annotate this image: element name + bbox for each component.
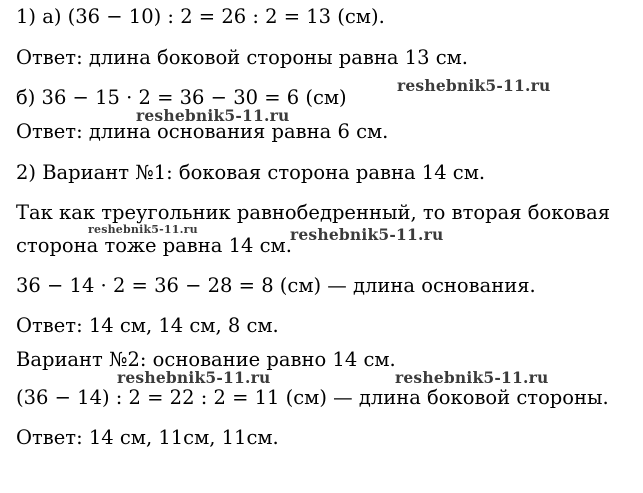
variant-2-calculation: (36 − 14) : 2 = 22 : 2 = 11 (см) — длина боковой стороны. — [16, 386, 609, 409]
variant-1-explanation-1: Так как треугольник равнобедренный, то вторая боковая — [16, 201, 611, 224]
variant-2-answer: Ответ: 14 см, 11см, 11см. — [16, 426, 279, 449]
variant-1-explanation-2: сторона тоже равна 14 см. — [16, 234, 292, 257]
watermark: reshebnik5-11.ru — [397, 76, 551, 95]
variant-1-calculation: 36 − 14 · 2 = 36 − 28 = 8 (см) — длина основания. — [16, 274, 536, 297]
variant-2-heading: Вариант №2: основание равно 14 см. — [16, 348, 396, 371]
watermark: reshebnik5-11.ru — [290, 225, 444, 244]
watermark: reshebnik5-11.ru — [395, 368, 549, 387]
watermark: reshebnik5-11.ru — [136, 106, 290, 125]
variant-1-answer: Ответ: 14 см, 14 см, 8 см. — [16, 314, 279, 337]
watermark: reshebnik5-11.ru — [88, 223, 198, 236]
answer-line-1b: Ответ: длина основания равна 6 см. — [16, 120, 389, 143]
solution-line-1a: 1) а) (36 − 10) : 2 = 26 : 2 = 13 (см). — [16, 5, 385, 28]
variant-1-heading: 2) Вариант №1: боковая сторона равна 14 см. — [16, 161, 486, 184]
solution-line-1b: б) 36 − 15 · 2 = 36 − 30 = 6 (см) — [16, 86, 347, 109]
watermark: reshebnik5-11.ru — [117, 368, 271, 387]
answer-line-1a: Ответ: длина боковой стороны равна 13 см. — [16, 46, 468, 69]
